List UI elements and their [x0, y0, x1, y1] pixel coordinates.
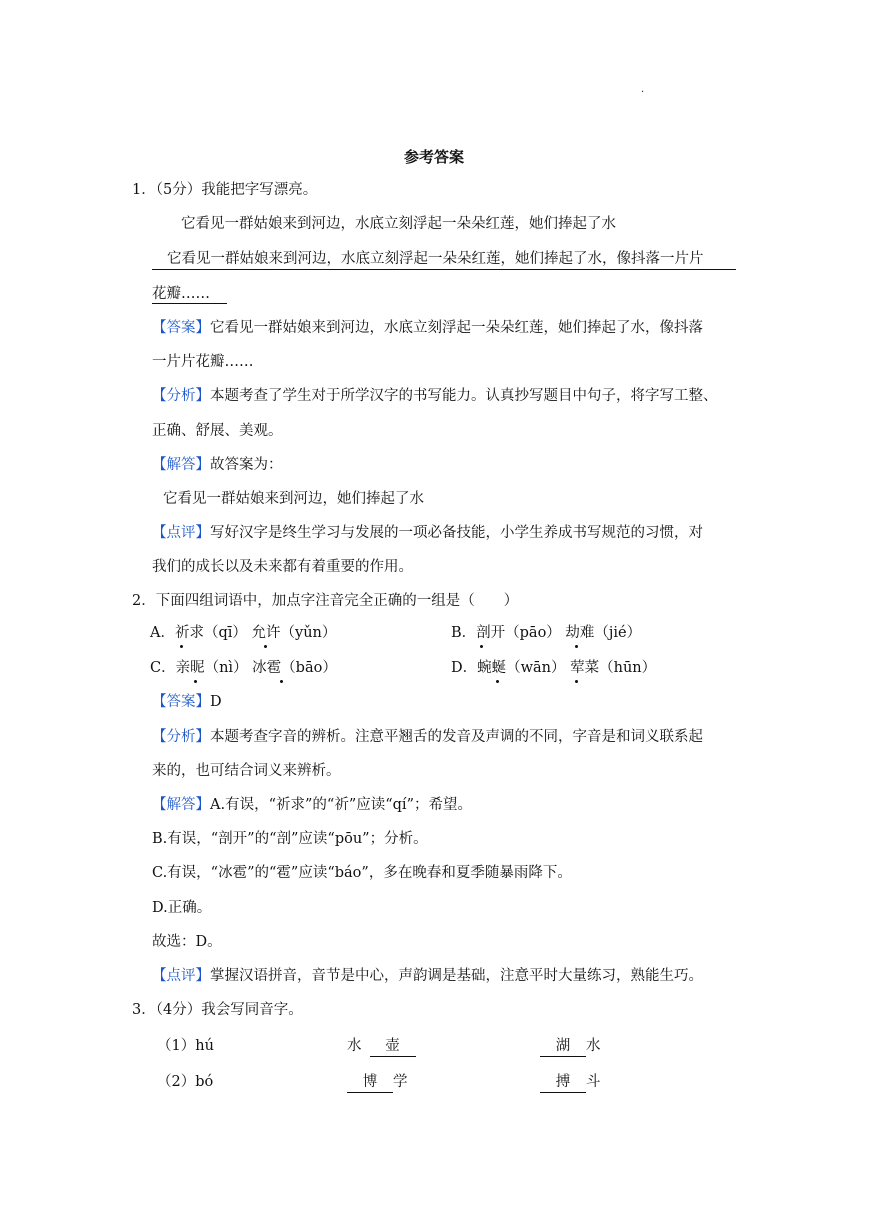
q3-row1-a	[347, 1036, 416, 1057]
q1-stem	[132, 180, 317, 200]
answer-tag: 【答案】	[152, 694, 210, 710]
q3-row1-b-blank: 湖	[540, 1036, 586, 1057]
q1-answer	[152, 318, 703, 338]
q3-row2-b-blank: 搏	[540, 1072, 586, 1093]
q2-solution-a: A.有误，“祈求”的“祈”应读“qí”；希望。	[210, 797, 472, 813]
emphasis-dot	[575, 645, 578, 648]
q1-number: 1．	[132, 182, 156, 198]
q3-row1-a-prefix: 水	[347, 1038, 362, 1054]
emphasis-dot	[496, 680, 499, 683]
solution-tag: 【解答】	[152, 797, 210, 813]
q3-row1-b-suffix: 水	[586, 1038, 601, 1054]
q1-copy-underline2	[152, 303, 227, 304]
q1-analysis	[152, 386, 718, 406]
q3-row2-b-suffix: 斗	[586, 1074, 601, 1090]
q2-comment-text: 掌握汉语拼音，音节是中心，声韵调是基础，注意平时大量练习，熟能生巧。	[210, 968, 703, 984]
q3-stem-text: （4分）我会写同音字。	[155, 1002, 303, 1018]
q3-stem	[132, 1000, 303, 1020]
emphasis-dot	[280, 680, 283, 683]
q1-copy-line1: 它看见一群姑娘来到河边，水底立刻浮起一朵朵红莲，她们捧起了水，像抖落一片片	[167, 251, 704, 267]
answer-tag: 【答案】	[152, 320, 210, 336]
q3-row2-b	[540, 1072, 601, 1093]
analysis-tag: 【分析】	[152, 729, 210, 745]
q1-solution-sentence: 它看见一群姑娘来到河边，她们捧起了水	[163, 491, 424, 507]
q2-answer	[152, 692, 222, 712]
q2-solution-b: B.有误，“剖开”的“剖”应读“pōu”；分析。	[152, 831, 428, 847]
header-mark: .	[641, 84, 645, 95]
q2-solution-d: D.正确。	[152, 900, 212, 916]
emphasis-dot	[575, 680, 578, 683]
q3-number: 3．	[132, 1002, 156, 1018]
q2-analysis-line2: 来的，也可结合词义来辨析。	[152, 763, 341, 779]
q1-analysis-line2: 正确、舒展、美观。	[152, 423, 283, 439]
q1-comment	[152, 523, 703, 543]
q2-choice: 故选：D。	[152, 934, 222, 950]
q3-row1-label: （1）hú	[157, 1038, 214, 1054]
q2-answer-text: D	[210, 694, 222, 710]
q3-row2-label: （2）bó	[157, 1074, 214, 1090]
q1-comment-text: 写好汉字是终生学习与发展的一项必备技能，小学生养成书写规范的习惯，对	[210, 525, 703, 541]
q2-solution-c: C.有误，“冰雹”的“雹”应读“báo”，多在晚春和夏季随暴雨降下。	[152, 865, 572, 881]
q1-given-sentence: 它看见一群姑娘来到河边，水底立刻浮起一朵朵红莲，她们捧起了水	[181, 216, 616, 232]
solution-tag: 【解答】	[152, 457, 210, 473]
emphasis-dot	[180, 645, 183, 648]
q2-comment	[152, 966, 703, 986]
q1-solution-text: 故答案为：	[210, 457, 283, 473]
q1-answer-text: 它看见一群姑娘来到河边，水底立刻浮起一朵朵红莲，她们捧起了水，像抖落	[210, 320, 703, 336]
emphasis-dot	[264, 645, 267, 648]
q1-stem-text: （5分）我能把字写漂亮。	[155, 182, 318, 198]
q2-stem	[132, 591, 518, 611]
q3-row1-a-blank: 壶	[370, 1036, 416, 1057]
q2-option-c: C．亲昵（nì） 冰雹（bāo）	[150, 660, 337, 676]
comment-tag: 【点评】	[152, 968, 210, 984]
q2-analysis-text: 本题考查字音的辨析。注意平翘舌的发音及声调的不同，字音是和词义联系起	[210, 729, 703, 745]
q1-analysis-text: 本题考查了学生对于所学汉字的书写能力。认真抄写题目中句子，将字写工整、	[210, 388, 718, 404]
q2-number: 2．	[132, 593, 156, 609]
comment-tag: 【点评】	[152, 525, 210, 541]
q2-option-d: D．蜿蜒（wān） 荤菜（hūn）	[451, 660, 657, 676]
q1-copy-line2: 花瓣……	[152, 286, 210, 302]
q3-row1-b	[540, 1036, 601, 1057]
q3-row2-a	[347, 1072, 408, 1093]
q2-option-b: B．剖开（pāo） 劫难（jié）	[451, 625, 642, 641]
q2-option-a: A．祈求（qī） 允许（yǔn）	[150, 625, 337, 641]
q3-row2-a-suffix: 学	[393, 1074, 408, 1090]
emphasis-dot	[480, 645, 483, 648]
page-title: 参考答案	[404, 148, 465, 166]
q2-stem-text: 下面四组词语中，加点字注音完全正确的一组是（ ）	[155, 593, 519, 609]
q1-comment-line2: 我们的成长以及未来都有着重要的作用。	[152, 559, 413, 575]
q2-solution	[152, 795, 472, 815]
emphasis-dot	[194, 680, 197, 683]
q1-copy-underline1	[152, 269, 736, 270]
q1-solution	[152, 455, 283, 475]
q1-answer-line2: 一片片花瓣……	[152, 354, 254, 370]
q3-row2-a-blank: 博	[347, 1072, 393, 1093]
analysis-tag: 【分析】	[152, 388, 210, 404]
q2-analysis	[152, 727, 703, 747]
